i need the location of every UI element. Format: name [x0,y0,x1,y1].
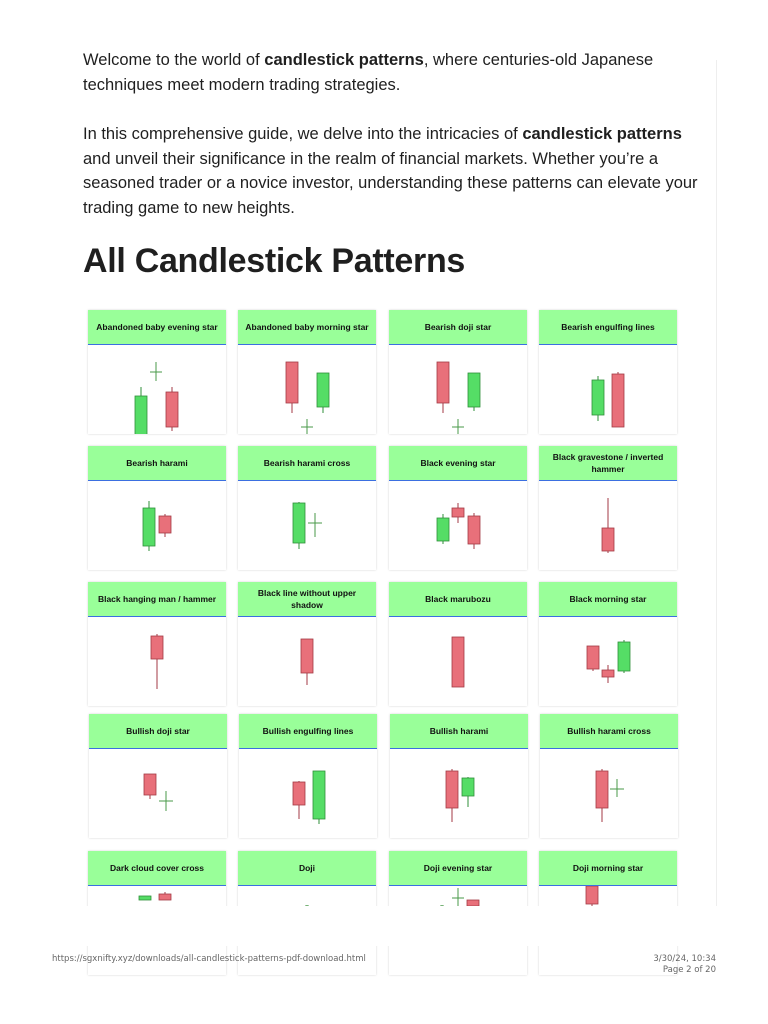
pattern-title: Black gravestone / inverted hammer [539,446,677,481]
pattern-card [390,714,528,838]
bullish-candle-body [437,518,449,541]
bearish-candle-body [446,771,458,808]
bullish-candle-body [143,508,155,546]
pattern-illustration [539,617,677,706]
bearish-candle-body [602,670,614,677]
pattern-title: Bearish harami [88,446,226,481]
pattern-card [389,582,527,706]
bearish-candle-body [293,782,305,805]
bullish-candle-body [618,642,630,671]
bullish-candle-body [313,771,325,819]
pattern-card [88,582,226,706]
pattern-illustration [540,749,678,838]
pattern-card [238,310,376,434]
pattern-title: Bearish harami cross [238,446,376,481]
bullish-candle-body [317,373,329,407]
bearish-candle-body [144,774,156,795]
doji-cross [150,362,162,381]
intro-paragraph-2: In this comprehensive guide, we delve into the intricacies of candlestick patterns and unveil their significance in the realm of financial markets. Whether you’re a seasoned trader or a novice investor, understanding these patterns can elevate your trading game to new heights. [83,125,698,217]
pattern-illustration [88,345,226,434]
pattern-card [89,714,227,838]
pattern-card [539,446,677,570]
pattern-illustration [389,481,527,570]
pattern-illustration [539,345,677,434]
pattern-title: Black line without upper shadow [238,582,376,617]
doji-cross [308,513,322,537]
pattern-illustration [88,481,226,570]
pattern-card [238,446,376,570]
pattern-title: Bullish harami cross [540,714,678,749]
bearish-candle-body [587,646,599,669]
bullish-candle-body [592,380,604,415]
doji-cross [452,419,464,434]
doji-cross [610,779,624,797]
bullish-candle-body [293,503,305,543]
pattern-card [539,582,677,706]
pattern-illustration [238,617,376,706]
bearish-candle-body [437,362,449,403]
pattern-card [389,310,527,434]
pattern-illustration [239,749,377,838]
bullish-candle-body [139,896,151,900]
bearish-candle-body [286,362,298,403]
bearish-candle-body [159,516,171,533]
bearish-candle-body [452,637,464,687]
pattern-illustration [389,617,527,706]
bearish-candle-body [468,516,480,544]
doji-cross [159,791,173,811]
pattern-card [539,310,677,434]
pattern-title: Bearish engulfing lines [539,310,677,345]
page-bottom-margin [0,906,768,946]
pattern-card [88,446,226,570]
bearish-candle-body [166,392,178,427]
pattern-title: Dark cloud cover cross [88,851,226,886]
pattern-illustration [238,481,376,570]
pattern-illustration [238,345,376,434]
pattern-card [239,714,377,838]
pattern-title: Doji evening star [389,851,527,886]
bearish-candle-body [159,894,171,900]
pattern-title: Doji [238,851,376,886]
pattern-card [540,714,678,838]
bullish-candle-body [135,396,147,434]
pattern-title: Bullish doji star [89,714,227,749]
doji-cross [452,888,464,906]
bearish-candle-body [612,374,624,427]
footer-url: https://sgxnifty.xyz/downloads/all-candlestick-patterns-pdf-download.html [52,954,366,964]
footer-page-number: Page 2 of 20 [662,965,716,975]
pattern-card [389,446,527,570]
bearish-candle-body [586,886,598,904]
pattern-illustration [89,749,227,838]
pattern-title: Black evening star [389,446,527,481]
section-heading: All Candlestick Patterns [83,242,466,280]
pattern-title: Black marubozu [389,582,527,617]
bullish-candle-body [468,373,480,407]
pattern-title: Bullish harami [390,714,528,749]
pattern-illustration [88,617,226,706]
bearish-candle-body [151,636,163,659]
pattern-illustration [539,481,677,570]
pattern-card [238,582,376,706]
pattern-title: Abandoned baby morning star [238,310,376,345]
pattern-title: Bearish doji star [389,310,527,345]
footer-datetime: 3/30/24, 10:34 [653,954,716,964]
bearish-candle-body [452,508,464,517]
pattern-illustration [389,345,527,434]
intro-paragraph-1: Welcome to the world of candlestick patterns, where centuries-old Japanese techniques meet modern trading strategies. [83,51,654,94]
bearish-candle-body [602,528,614,551]
doji-cross [301,419,313,434]
pattern-title: Bullish engulfing lines [239,714,377,749]
footer-meta [653,954,716,976]
pattern-title: Black hanging man / hammer [88,582,226,617]
pattern-title: Doji morning star [539,851,677,886]
bearish-candle-body [596,771,608,808]
bullish-candle-body [462,778,474,796]
pattern-card [88,310,226,434]
pattern-title: Black morning star [539,582,677,617]
bearish-candle-body [301,639,313,673]
pattern-illustration [390,749,528,838]
pattern-title: Abandoned baby evening star [88,310,226,345]
